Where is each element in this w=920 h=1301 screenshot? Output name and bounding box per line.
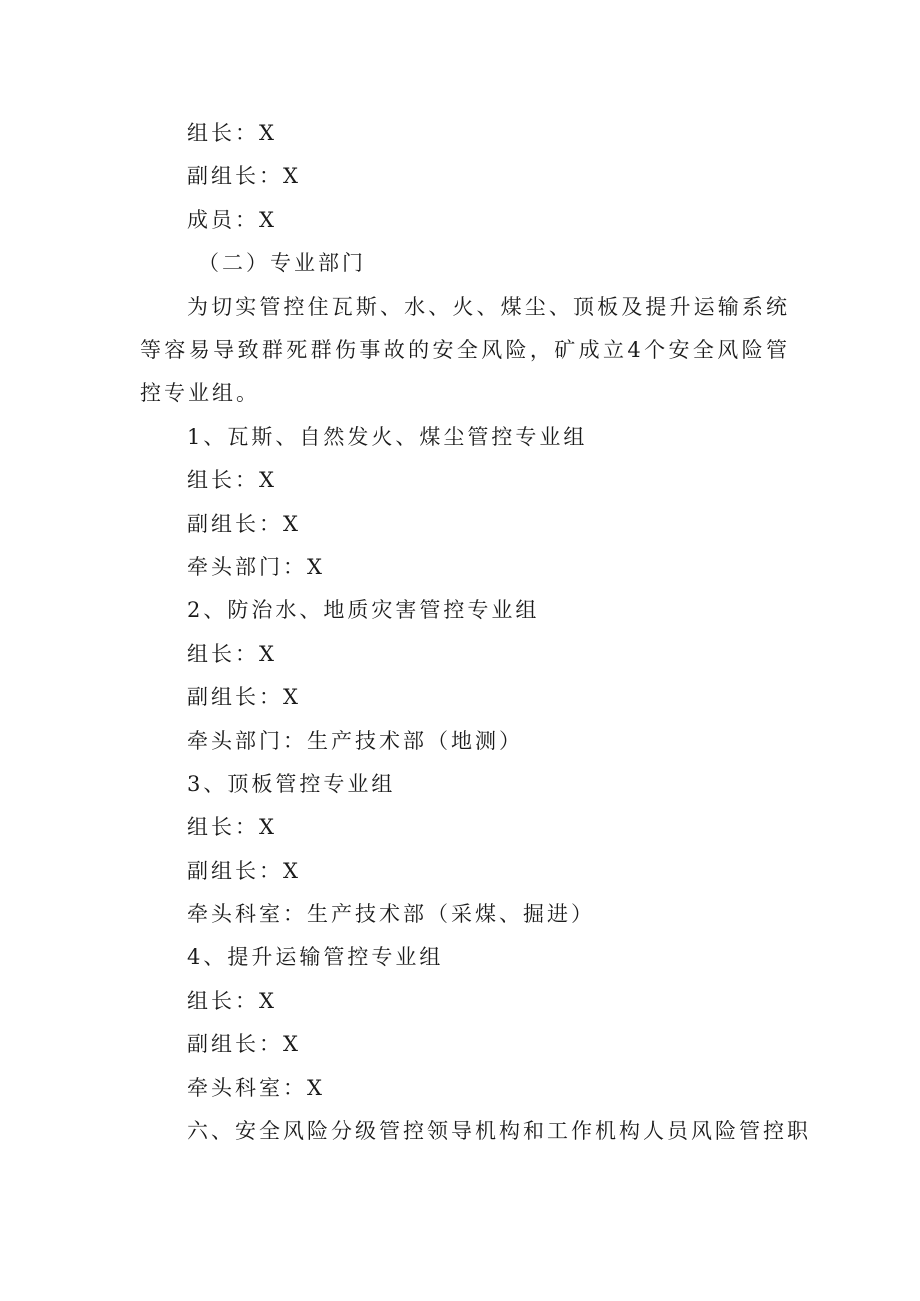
text-line: 组长：X — [187, 988, 277, 1013]
text-line: 副组长：X — [187, 685, 301, 710]
text-line: 组长：X — [187, 641, 277, 666]
body-paragraph: 为切实管控住瓦斯、水、火、煤尘、顶板及提升运输系统等容易导致群死群伤事故的安全风险，矿成立4个安全风险管控专业组。 — [140, 294, 790, 406]
document-body — [140, 112, 811, 1153]
section-heading: 六、安全风险分级管控领导机构和工作机构人员风险管控职 — [187, 1119, 811, 1144]
text-line: 组长：X — [187, 468, 277, 493]
group-heading: 1、瓦斯、自然发火、煤尘管控专业组 — [187, 424, 588, 449]
group-heading: 2、防治水、地质灾害管控专业组 — [187, 598, 540, 623]
section-heading: （二）专业部门 — [198, 251, 366, 276]
text-line: 副组长：X — [187, 164, 301, 189]
text-line: 牵头科室：生产技术部（采煤、掘进） — [187, 902, 595, 927]
text-line: 副组长：X — [187, 1032, 301, 1057]
text-line: 牵头科室：X — [187, 1075, 325, 1100]
group-heading: 4、提升运输管控专业组 — [187, 945, 444, 970]
text-line: 副组长：X — [187, 858, 301, 883]
text-line: 成员：X — [187, 207, 277, 232]
text-line: 牵头部门：生产技术部（地测） — [187, 728, 523, 753]
text-line: 牵头部门：X — [187, 554, 325, 579]
text-line: 组长：X — [187, 121, 277, 145]
text-line: 组长：X — [187, 815, 277, 840]
text-line: 副组长：X — [187, 511, 301, 536]
group-heading: 3、顶板管控专业组 — [187, 771, 396, 796]
